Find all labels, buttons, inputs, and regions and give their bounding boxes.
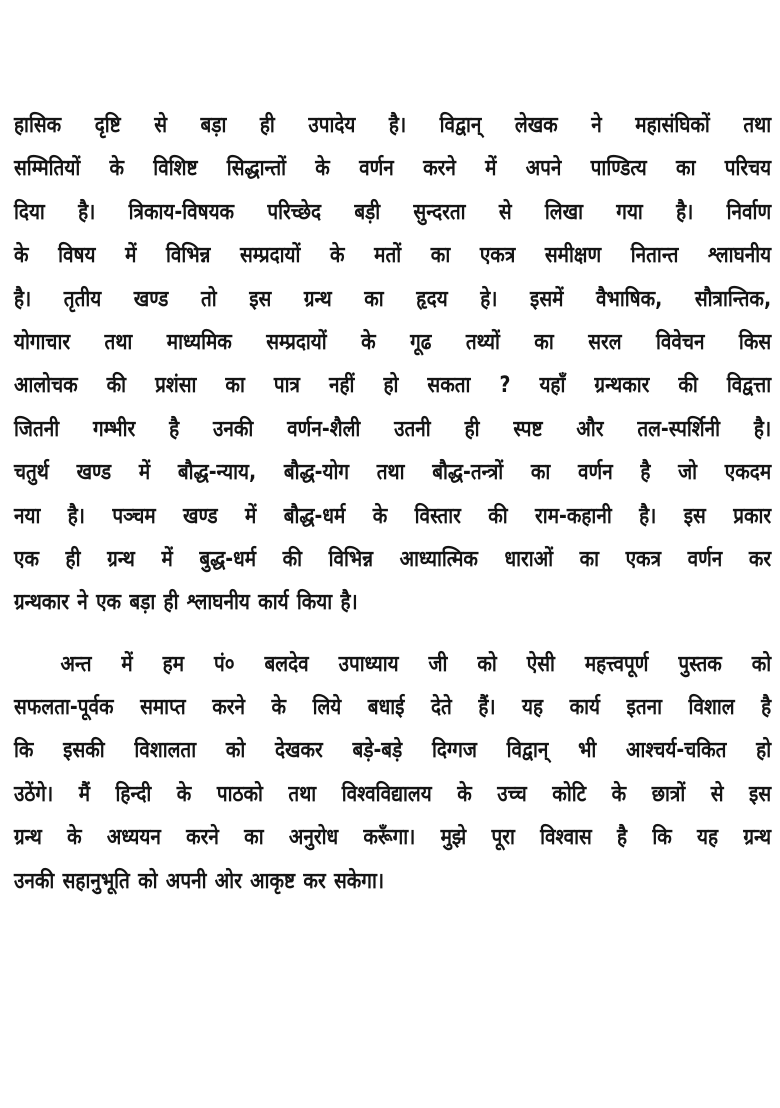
text-line: योगाचार तथा माध्यमिक सम्प्रदायों के गूढ तथ्यों का सरल विवेचन किस: [14, 329, 772, 355]
text-line: सम्मितियों के विशिष्ट सिद्धान्तों के वर्णन करने में अपने पाण्डित्य का परिचय: [14, 156, 772, 182]
text-line: उठेंगे। मैं हिन्दी के पाठको तथा विश्वविद्यालय के उच्च कोटि के छात्रों से इस: [14, 781, 772, 807]
text-line: हासिक दृष्टि से बड़ा ही उपादेय है। विद्वान् लेखक ने महासंघिकों तथा: [14, 113, 772, 138]
text-line: कि इसकी विशालता को देखकर बड़े-बड़े दिग्गज विद्वान् भी आश्चर्य-चकित हो: [14, 738, 772, 764]
text-line: चतुर्थ खण्ड में बौद्ध-न्याय, बौद्ध-योग तथा बौद्ध-तन्त्रों का वर्णन है जो एकदम: [14, 460, 772, 486]
text-line: सफलता-पूर्वक समाप्त करने के लिये बधाई देते हैं। यह कार्य इतना विशाल है: [14, 695, 772, 721]
text-line-indented: अन्त में हम पं० बलदेव उपाध्याय जी को ऐसी महत्त्वपूर्ण पुस्तक को: [60, 651, 772, 677]
paragraph-2: [14, 643, 771, 903]
text-line: नया है। पञ्चम खण्ड में बौद्ध-धर्म के विस्तार की राम-कहानी है। इस प्रकार: [14, 503, 772, 529]
text-line: जितनी गम्भीर है उनकी वर्णन-शैली उतनी ही स्पष्ट और तल-स्पर्शिनी है।: [14, 416, 772, 442]
text-line-last: ग्रन्थकार ने एक बड़ा ही श्लाघनीय कार्य किया है।: [14, 590, 358, 616]
text-line-last: उनकी सहानुभूति को अपनी ओर आकृष्ट कर सकेगा।: [14, 868, 385, 894]
text-line: है। तृतीय खण्ड तो इस ग्रन्थ का हृदय हे। इसमें वैभाषिक, सौत्रान्तिक,: [14, 286, 772, 312]
paragraph-1: [14, 104, 771, 625]
book-page: [14, 104, 771, 903]
paragraph-spacer: [14, 625, 771, 643]
text-line: के विषय में विभिन्न सम्प्रदायों के मतों का एकत्र समीक्षण नितान्त श्लाघनीय: [14, 243, 772, 269]
text-line: आलोचक की प्रशंसा का पात्र नहीं हो सकता ? यहाँ ग्रन्थकार की विद्वत्ता: [14, 373, 772, 399]
text-line: ग्रन्थ के अध्ययन करने का अनुरोध करूँगा। मुझे पूरा विश्वास है कि यह ग्रन्थ: [14, 825, 772, 851]
text-line: दिया है। त्रिकाय-विषयक परिच्छेद बड़ी सुन्दरता से लिखा गया है। निर्वाण: [14, 199, 772, 225]
text-line: एक ही ग्रन्थ में बुद्ध-धर्म की विभिन्न आध्यात्मिक धाराओं का एकत्र वर्णन कर: [14, 546, 772, 572]
